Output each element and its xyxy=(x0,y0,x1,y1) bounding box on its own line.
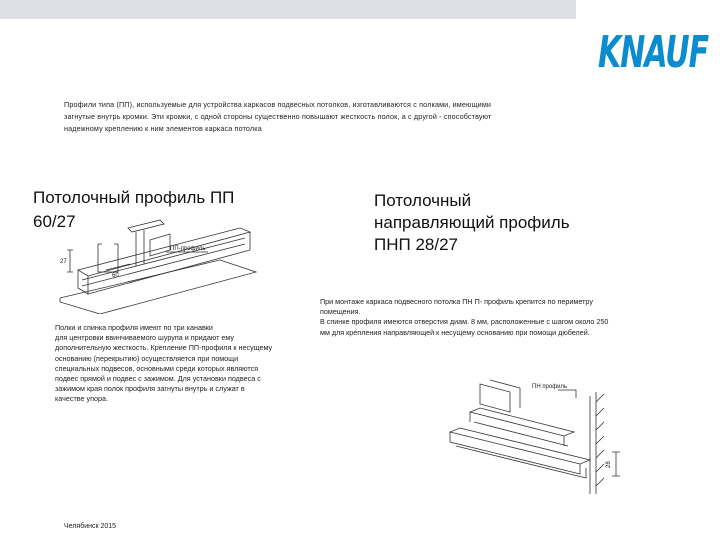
intro-paragraph xyxy=(64,99,594,135)
pnp-profile-label: ПН профиль xyxy=(532,384,568,390)
intro-line: надежному креплению к ним элементов каркаса потолка xyxy=(64,124,262,133)
dim-height-label: 27 xyxy=(60,259,67,265)
right-heading-line: Потолочный xyxy=(374,191,472,210)
right-heading-line: ПНП 28/27 xyxy=(374,235,458,254)
knauf-logo xyxy=(598,22,709,80)
left-body-text xyxy=(55,323,287,405)
top-banner-bar xyxy=(0,0,576,19)
pp-profile-drawing xyxy=(40,210,260,314)
left-body-line: качестве упора. xyxy=(55,394,108,404)
pnp-profile-drawing xyxy=(440,372,628,494)
right-heading xyxy=(374,190,694,256)
intro-line: Профили типа (ПП), используемые для устройства каркасов подвесных потолков, изготавливаются с полками, имеющими xyxy=(64,100,492,109)
right-body-line: помещения. xyxy=(320,307,361,317)
logo-wordmark: KNAUF xyxy=(598,28,709,79)
left-body-line: дополнительную жесткость. Крепление ПП-профиля к несущему xyxy=(55,343,273,353)
right-body-line: мм для крепления направляющей к несущему основанию при помощи дюбелей. xyxy=(320,327,590,337)
left-body-line: подвес прямой и подвес с зажимом. Для установки подвеса с xyxy=(55,374,261,384)
left-body-line: специальных подвесов, основными среди которых являются xyxy=(55,363,259,373)
right-body-text xyxy=(320,297,720,338)
pp-profile-label: ПП-профиль xyxy=(170,246,206,252)
left-body-line: основанию (перекрытию) осуществляется при помощи xyxy=(55,353,239,363)
left-body-line: зажимом края полок профиля загнуты внутрь и служат в xyxy=(55,384,245,394)
dim-width-label: 60 xyxy=(112,273,119,279)
left-heading-line: 60/27 xyxy=(33,212,76,231)
dim-height-label: 28 xyxy=(606,461,612,468)
right-body-line: В спинке профиля имеются отверстия диам. 8 мм, расположенные с шагом около 250 xyxy=(320,317,609,327)
footer-city-year: Челябинск 2015 xyxy=(64,523,117,530)
left-body-line: для центровки ввинчиваемого шурупа и придают ему xyxy=(55,333,234,343)
left-heading-line: Потолочный профиль ПП xyxy=(33,188,235,207)
right-body-line: При монтаже каркаса подвесного потолка ПН П- профиль крепится по периметру xyxy=(320,297,593,306)
left-body-line: Полки и спинка профиля имеют по три канавки xyxy=(55,323,213,332)
right-heading-line: направляющий профиль xyxy=(374,213,570,232)
intro-line: загнутые внутрь кромки. Эти кромки, с одной стороны существенно повышают жесткость полок, а с другой - способствуют xyxy=(64,112,492,121)
